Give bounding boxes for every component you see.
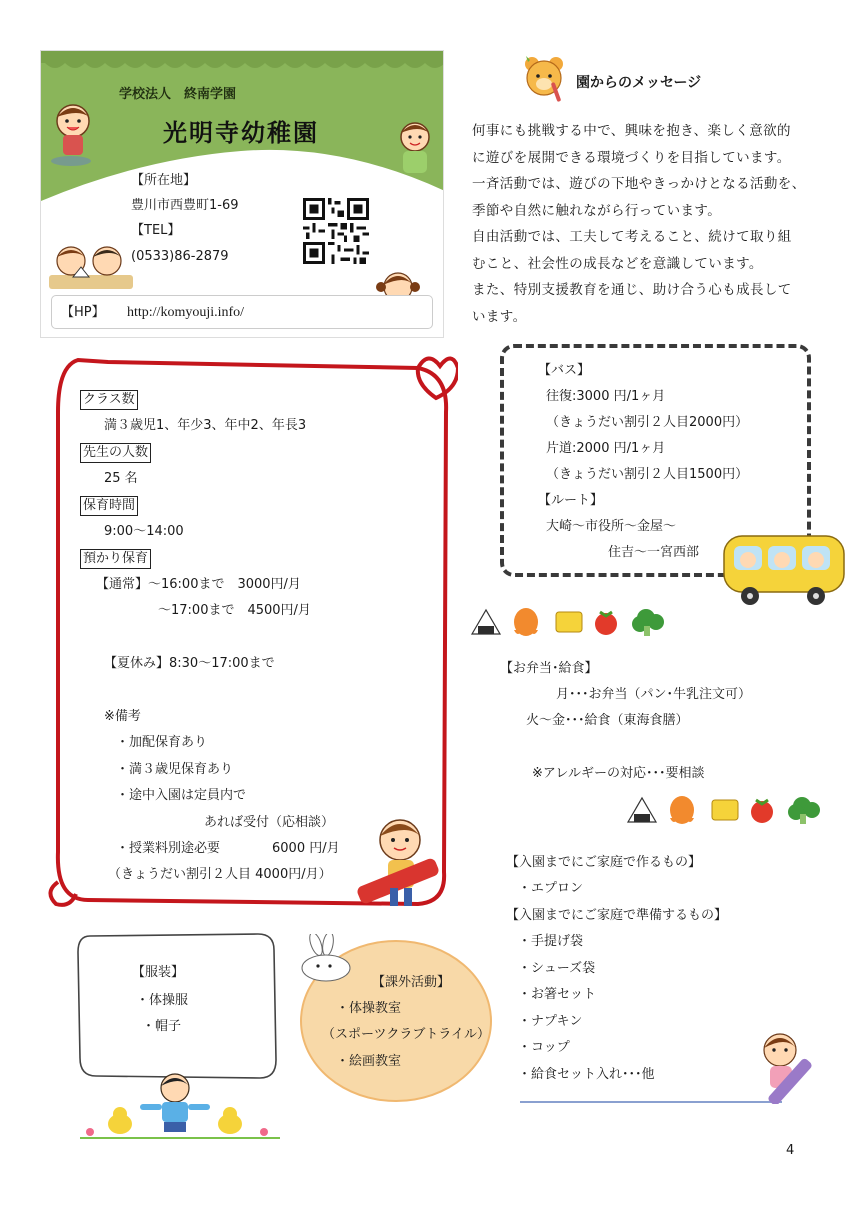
lunch-monday: 月･･･お弁当（パン･牛乳注文可） [556,687,752,702]
notes-label: ※備考 [104,709,141,724]
bus-title: 【バス】 [538,363,591,378]
make-at-home-title: 【入園までにご家庭で作るもの】 [506,855,702,870]
hours-label: 保育時間 [80,496,138,516]
message-line: むこと、社会性の成長などを意識しています。 [472,255,763,272]
clothes-title: 【服装】 [132,965,185,980]
teachers-label: 先生の人数 [80,443,151,463]
extended-normal-line1: 【通常】～16:00まで 3000円/月 [96,577,301,592]
extended-summer: 【夏休み】8:30～17:00まで [104,656,275,671]
clothes-item: ・体操服 [136,993,189,1008]
club-title: 【課外活動】 [372,975,451,990]
route-line1: 大崎～市役所～金屋～ [546,519,677,534]
girl-peeking-illustration [375,265,421,295]
divider-line [520,1101,782,1103]
note-item: ・満３歳児保育あり [116,762,234,777]
tuition-label: ・授業料別途必要 [116,841,221,856]
message-line: 季節や自然に触れながら行っています。 [472,202,722,219]
school-bus-illustration [720,528,852,608]
tuition-value: 6000 円/月 [272,841,340,856]
kids-eating-illustration [49,241,133,291]
page-number: 4 [786,1143,795,1158]
address-label: 【所在地】 [131,173,197,188]
homepage-label: 【HP】 [61,305,105,320]
lunch-tue-fri: 火～金･･･給食（東海食膳） [526,713,689,728]
school-header-card [40,50,444,338]
note-item: ・加配保育あり [116,735,208,750]
club-item: ・絵画教室 [336,1054,402,1069]
bus-one-way-discount: （きょうだい割引２人目1500円） [546,467,749,482]
kid-backpack-illustration [393,117,437,181]
class-count-value: 満３歳児1、年少3、年中2、年長3 [104,418,307,433]
qr-code[interactable] [303,196,369,266]
club-item: ・体操教室 [336,1001,402,1016]
make-item: ・エプロン [518,881,584,896]
message-line: また、特別支援教育を通じ、助け合う心も成長して [472,282,792,298]
prepare-item: ・シューズ袋 [518,961,596,976]
girl-with-pencil-illustration [752,1028,818,1104]
rabbit-illustration [296,934,362,986]
sibling-discount: （きょうだい割引２人目 4000円/月） [108,867,332,882]
prepare-item: ・ナプキン [518,1014,583,1029]
prepare-item: ・お箸セット [518,987,597,1002]
kid-with-crayon-illustration [352,814,448,910]
food-characters-decoration-2 [626,792,832,828]
school-name: 光明寺幼稚園 [163,119,319,147]
bus-round-trip: 往復:3000 円/1ヶ月 [546,389,666,404]
food-characters-decoration [470,604,680,640]
route-title: 【ルート】 [538,493,604,508]
note-item: あれば受付（応相談） [204,815,335,830]
kid-and-chicks-illustration [80,1072,280,1142]
prepare-item: ・手提げ袋 [518,934,584,949]
message-body [472,118,837,330]
message-line: 何事にも挑戦する中で、興味を抱き、楽しく意欲的 [472,123,791,139]
message-line: 一斉活動では、遊びの下地やきっかけとなる活動を、 [472,176,806,192]
message-line: います。 [472,308,527,325]
tel-value: (0533)86-2879 [131,249,229,264]
prepare-at-home-title: 【入園までにご家庭で準備するもの】 [506,908,728,923]
message-line: 自由活動では、工夫して考えること、続けて取り組 [472,229,792,245]
extended-normal-line2: ～17:00まで 4500円/月 [158,603,311,618]
class-count-label: クラス数 [80,390,138,410]
message-title: 園からのメッセージ [576,75,702,91]
allergy-note: ※アレルギーの対応･･･要相談 [532,766,705,781]
bus-round-trip-discount: （きょうだい割引２人目2000円） [546,415,749,430]
bear-mascot-icon [520,54,568,104]
prepare-item: ・給食セット入れ･･･他 [518,1067,655,1082]
tel-label: 【TEL】 [131,223,181,238]
teachers-value: 25 名 [104,471,138,486]
route-line2: 住吉～一宮西部 [608,545,700,560]
organization-name: 学校法人 終南学園 [119,87,237,102]
extended-care-label: 預かり保育 [80,549,151,569]
lunch-title: 【お弁当･給食】 [500,661,598,676]
clothes-item: ・帽子 [142,1019,182,1034]
note-item: ・途中入園は定員内で [116,788,247,803]
homepage-link[interactable]: http://komyouji.info/ [127,305,245,320]
prepare-item: ・コップ [518,1040,570,1055]
hours-value: 9:00～14:00 [104,524,184,539]
kid-waving-illustration [49,99,99,169]
club-item: （スポーツクラブトライル） [322,1027,490,1042]
address-value: 豊川市西豊町1-69 [131,198,239,213]
bus-one-way: 片道:2000 円/1ヶ月 [546,441,666,456]
message-line: に遊びを展開できる環境づくりを目指しています。 [472,149,791,166]
